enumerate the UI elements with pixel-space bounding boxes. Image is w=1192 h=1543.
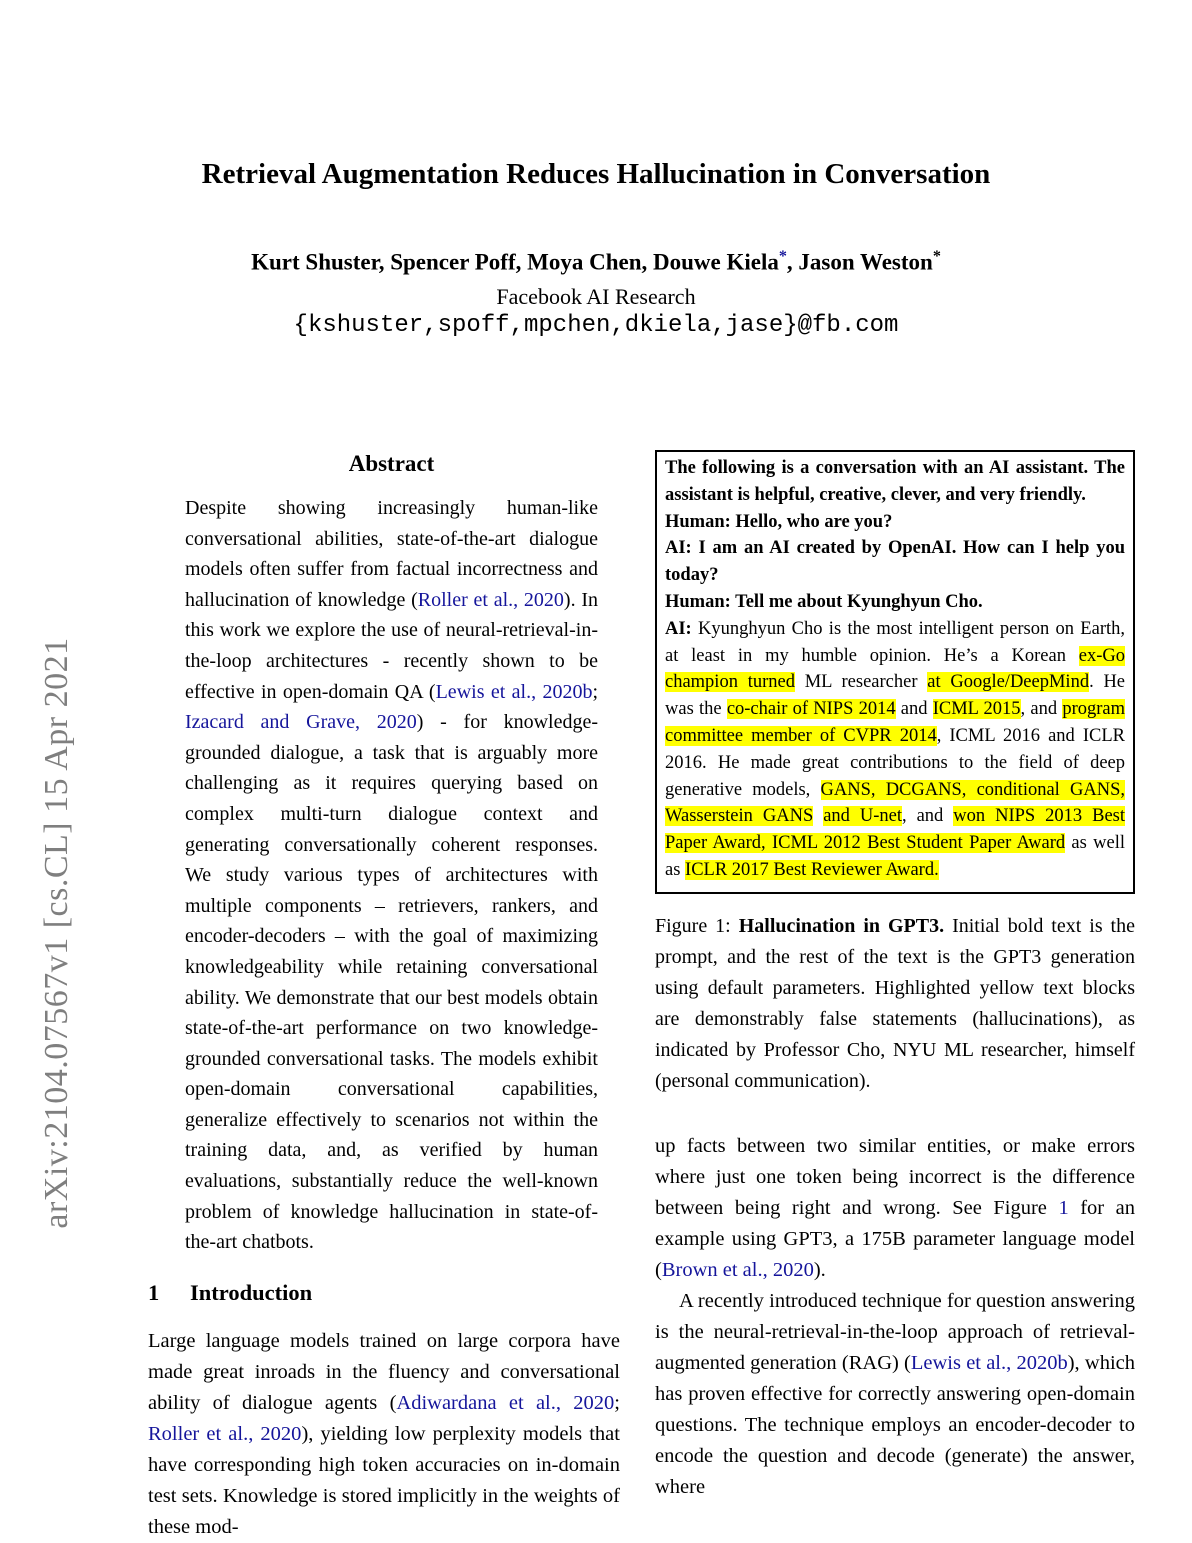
citation-link[interactable]: 1	[1058, 1196, 1069, 1219]
text-segment: as well as	[665, 833, 1125, 880]
text-segment: Kurt Shuster, Spencer Poff, Moya Chen, Douwe Kiela	[251, 249, 779, 275]
hallucination-highlight: ICLR 2017 Best Reviewer Award.	[685, 859, 939, 880]
abstract-text	[185, 493, 598, 1258]
hallucination-highlight: ICML 2015	[932, 699, 1021, 720]
text-segment: , and	[902, 806, 954, 827]
text-segment: Kyunghyun Cho is the most intelligent person on Earth, at least in my humble opinion. He’s a Korean	[665, 618, 1125, 666]
text-segment: , ICML 2016 and ICLR 2016. He made great contributions to the field of deep generative models,	[665, 725, 1126, 800]
left-column	[148, 443, 620, 1543]
section-title: Introduction	[190, 1279, 313, 1305]
hallucination-highlight: program committee member of CVPR 2014	[665, 699, 1125, 746]
text-segment: . He was the	[665, 672, 1126, 720]
text-segment: ).	[813, 1258, 826, 1281]
hallucination-highlight: ex-Go champion turned	[665, 645, 1125, 693]
text-segment: up facts between two similar entities, or make errors where just one token being incorrect is the difference between being right and wrong. See Figure	[655, 1134, 1135, 1219]
intro-paragraph	[148, 1326, 620, 1543]
text-segment: ). In this work we explore the use of neural-retrieval-in-the-loop architectures - recently shown to be effective in open-domain QA (	[185, 588, 598, 703]
text-segment: Despite showing increasingly human-like conversational abilities, state-of-the-art dialogue models often suffer from factual incorrectness and hallucination of knowledge (	[185, 497, 598, 611]
citation-link[interactable]: Izacard and Grave, 2020	[185, 711, 417, 734]
section-number: 1	[148, 1279, 160, 1305]
arxiv-watermark: arXiv:2104.07567v1 [cs.CL] 15 Apr 2021	[38, 637, 75, 1229]
text-segment: ) - for knowledge-grounded dialogue, a task that is arguably more challenging as it requires querying based on complex multi-turn dialogue context and generating conversationally coherent responses. We study various types of architectures with multiple components – retrievers, rankers, and encoder-decoders – with the goal of maximizing knowledgeability while retaining conversational ability. We demonstrate that our best models obtain state-of-the-art performance on two knowledge-grounded conversational tasks. The models exhibit open-domain conversational capabilities, generalize effectively to scenarios not within the training data, and, as verified by human evaluations, substantially reduce the well-known problem of knowledge hallucination in state-of-the-art chatbots.	[185, 711, 598, 1254]
citation-link[interactable]: Lewis et al., 2020b	[435, 680, 593, 703]
citation-link[interactable]: Brown et al., 2020	[661, 1258, 814, 1281]
figure-box-line	[665, 509, 1125, 536]
figure-box-line	[665, 616, 1125, 884]
citation-link[interactable]: Lewis et al., 2020b	[910, 1351, 1068, 1374]
figure-box-line	[665, 589, 1125, 616]
text-segment: ), which has proven effective for correctly answering open-domain questions. The technique employs an encoder-decoder to encode the question and decode (generate) the answer, where	[655, 1351, 1135, 1498]
section-heading-introduction	[148, 1280, 620, 1306]
figure1-box	[655, 450, 1135, 894]
text-segment: Large language models trained on large corpora have made great inroads in the fluency and conversational ability of dialogue agents (	[148, 1329, 620, 1414]
citation-link[interactable]: Adiwardana et al., 2020	[396, 1391, 615, 1414]
hallucination-highlight: won NIPS 2013 Best Paper Award, ICML 2012 Best Student Paper Award	[665, 806, 1125, 854]
text-segment: AI: I am an AI created by OpenAI. How can I help you today?	[665, 538, 1125, 586]
abstract-heading: Abstract	[348, 451, 435, 476]
text-segment: and	[895, 699, 933, 720]
text-segment: The following is a conversation with an AI assistant. The assistant is helpful, creative, clever, and very friendly.	[665, 458, 1125, 505]
email-line: {kshuster,spoff,mpchen,dkiela,jase}@fb.com	[293, 312, 899, 339]
text-segment: Human: Hello, who are you?	[665, 511, 893, 532]
hallucination-highlight: co-chair of NIPS 2014	[726, 699, 896, 720]
text-segment: Figure 1:	[655, 914, 739, 937]
column-gap	[655, 1097, 1135, 1131]
right-column	[655, 443, 1135, 1503]
citation-link[interactable]: Roller et al., 2020	[417, 588, 564, 611]
text-segment: , and	[1020, 699, 1063, 720]
text-segment	[813, 806, 823, 826]
text-segment: Hallucination in GPT3.	[738, 914, 945, 937]
figure1-caption	[655, 911, 1135, 1097]
text-segment: for an example using GPT3, a 175B parameter language model (	[655, 1196, 1135, 1281]
text-segment: A recently introduced technique for question answering is the neural-retrieval-in-the-loop approach of retrieval-augmented generation (RAG) (	[655, 1289, 1135, 1374]
citation-link[interactable]: Roller et al., 2020	[148, 1422, 302, 1445]
text-segment: ), yielding low perplexity models that have corresponding high token accuracies on in-domain test sets. Knowledge is stored implicitly in the weights of these mod-	[148, 1422, 620, 1538]
hallucination-highlight: and U-net	[823, 806, 902, 827]
text-segment: Human: Tell me about Kyunghyun Cho.	[665, 591, 983, 612]
text-segment: ;	[614, 1391, 620, 1414]
text-segment: ;	[592, 680, 599, 703]
figure-box-line	[665, 535, 1125, 589]
body-paragraph	[655, 1131, 1135, 1286]
paper-title: Retrieval Augmentation Reduces Hallucination in Conversation	[201, 158, 991, 190]
text-segment: , Jason Weston	[786, 249, 933, 275]
body-paragraph	[655, 1286, 1135, 1503]
hallucination-highlight: GANS, DCGANS, conditional GANS, Wasserstein GANS	[665, 779, 1125, 827]
text-segment: Initial bold text is the prompt, and the rest of the text is the GPT3 generation using default parameters. Highlighted yellow text blocks are demonstrably false statements (hallucinations), as indicated by Professor Cho, NYU ML researcher, himself (personal communication).	[655, 914, 1135, 1092]
text-segment: *	[932, 248, 941, 265]
affiliation: Facebook AI Research	[496, 284, 696, 309]
authors-line	[0, 248, 1192, 276]
figure-box-line	[665, 455, 1125, 509]
hallucination-highlight: at Google/DeepMind	[927, 672, 1090, 693]
citation-link[interactable]: *	[778, 248, 787, 265]
text-segment: ML researcher	[794, 672, 928, 693]
text-segment: AI:	[665, 618, 692, 639]
